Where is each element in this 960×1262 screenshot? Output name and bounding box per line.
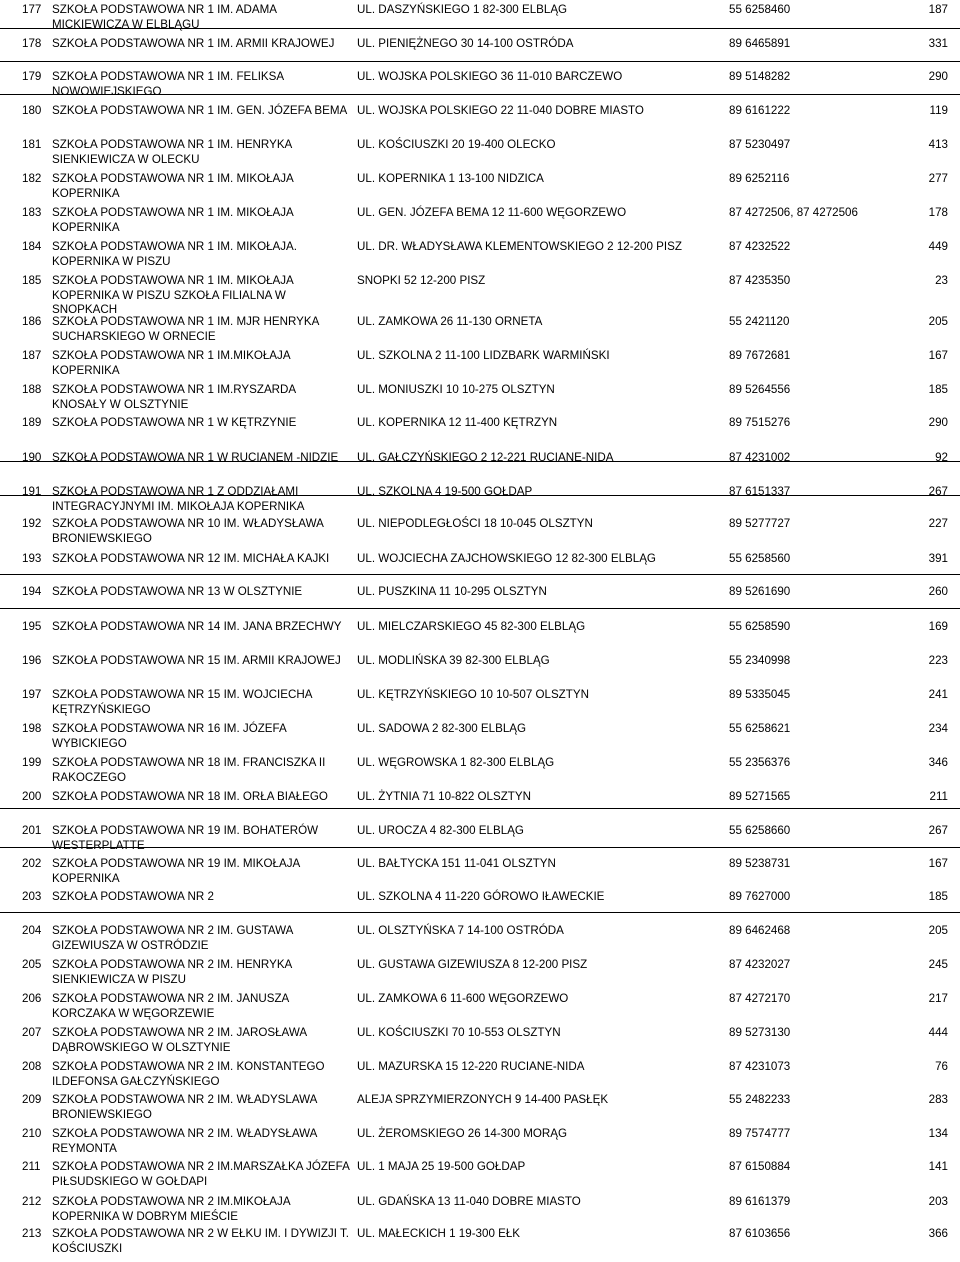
school-name: SZKOŁA PODSTAWOWA NR 14 IM. JANA BRZECHWY [52,620,342,633]
row-number: 190 [22,451,42,464]
school-name: SZKOŁA PODSTAWOWA NR 16 IM. JÓZEFA WYBICKIEGO [52,722,287,750]
school-phone: 89 7672681 [729,349,791,362]
student-count: 366 [928,1227,948,1240]
school-phone: 89 7627000 [729,890,791,903]
school-address: UL. PUSZKINA 11 10-295 OLSZTYN [357,585,547,598]
school-name: SZKOŁA PODSTAWOWA NR 19 IM. BOHATERÓW WESTERPLATTE [52,824,319,852]
school-address: UL. KOPERNIKA 1 13-100 NIDZICA [357,172,544,185]
school-address: UL. KĘTRZYŃSKIEGO 10 10-507 OLSZTYN [357,688,589,701]
school-name: SZKOŁA PODSTAWOWA NR 1 IM. MIKOŁAJA KOPERNIKA [52,172,294,200]
row-number: 202 [22,857,42,870]
student-count: 205 [928,924,948,937]
school-phone: 87 4232522 [729,240,791,253]
school-phone: 89 5261690 [729,585,791,598]
row-number: 198 [22,722,42,735]
school-phone: 89 6465891 [729,37,791,50]
row-number: 189 [22,416,42,429]
school-address: UL. DASZYŃSKIEGO 1 82-300 ELBLĄG [357,3,568,16]
row-number: 177 [22,3,42,16]
school-phone: 87 6150884 [729,1160,791,1173]
school-name: SZKOŁA PODSTAWOWA NR 1 IM.RYSZARDA KNOSAŁY W OLSZTYNIE [52,383,296,411]
student-count: 211 [929,790,948,803]
school-address: UL. OLSZTYŃSKA 7 14-100 OSTRÓDA [357,924,564,937]
school-address: UL. SZKOLNA 4 19-500 GOŁDAP [357,485,533,498]
row-number: 195 [22,620,42,633]
school-address: UL. GUSTAWA GIZEWIUSZA 8 12-200 PISZ [357,958,588,971]
school-address: UL. ZAMKOWA 6 11-600 WĘGORZEWO [357,992,569,1005]
student-count: 234 [928,722,948,735]
school-name: SZKOŁA PODSTAWOWA NR 15 IM. WOJCIECHA KĘTRZYŃSKIEGO [52,688,312,716]
row-number: 199 [22,756,42,769]
school-address: UL. SZKOLNA 4 11-220 GÓROWO IŁAWECKIE [357,890,605,903]
student-count: 92 [935,451,948,464]
school-address: UL. KOŚCIUSZKI 20 19-400 OLECKO [357,138,556,151]
school-phone: 55 6258590 [729,620,791,633]
school-address: UL. GEN. JÓZEFA BEMA 12 11-600 WĘGORZEWO [357,206,627,219]
school-name: SZKOŁA PODSTAWOWA NR 1 IM. ADAMA MICKIEWICZA W ELBLĄGU [52,3,277,31]
student-count: 444 [928,1026,948,1039]
row-number: 184 [22,240,42,253]
school-name: SZKOŁA PODSTAWOWA NR 1 Z ODDZIAŁAMI INTEGRACYJNYMI IM. MIKOŁAJA KOPERNIKA [52,485,305,513]
school-address: UL. 1 MAJA 25 19-500 GOŁDAP [357,1160,526,1173]
school-address: UL. WOJCIECHA ZAJCHOWSKIEGO 12 82-300 ELBLĄG [357,552,656,565]
school-name: SZKOŁA PODSTAWOWA NR 1 IM. FELIKSA NOWOWIEJSKIEGO [52,70,284,98]
school-address: UL. MODLIŃSKA 39 82-300 ELBLĄG [357,654,550,667]
row-number: 180 [22,104,42,117]
school-phone: 55 6258460 [729,3,791,16]
school-phone: 55 2356376 [729,756,791,769]
student-count: 227 [928,517,948,530]
school-name: SZKOŁA PODSTAWOWA NR 1 IM. HENRYKA SIENKIEWICZA W OLECKU [52,138,292,166]
row-number: 205 [22,958,42,971]
student-count: 169 [928,620,948,633]
school-address: UL. GAŁCZYŃSKIEGO 2 12-221 RUCIANE-NIDA [357,451,614,464]
school-phone: 89 5271565 [729,790,791,803]
row-number: 210 [22,1127,42,1140]
school-address: UL. PIENIĘŻNEGO 30 14-100 OSTRÓDA [357,37,574,50]
student-count: 223 [928,654,948,667]
school-phone: 87 4235350 [729,274,791,287]
school-address: UL. SADOWA 2 82-300 ELBLĄG [357,722,527,735]
school-address: UL. UROCZA 4 82-300 ELBLĄG [357,824,524,837]
student-count: 119 [929,104,948,117]
school-phone: 55 6258621 [729,722,791,735]
student-count: 245 [928,958,948,971]
school-name: SZKOŁA PODSTAWOWA NR 1 W RUCIANEM -NIDZIE [52,451,339,464]
student-count: 167 [928,349,948,362]
student-count: 391 [928,552,948,565]
student-count: 205 [928,315,948,328]
row-number: 207 [22,1026,42,1039]
school-phone: 89 5148282 [729,70,791,83]
school-phone: 89 6252116 [729,172,790,185]
school-address: UL. KOPERNIKA 12 11-400 KĘTRZYN [357,416,558,429]
school-name: SZKOŁA PODSTAWOWA NR 12 IM. MICHAŁA KAJKI [52,552,330,565]
school-name: SZKOŁA PODSTAWOWA NR 2 [52,890,214,903]
row-number: 209 [22,1093,42,1106]
row-divider [0,28,960,29]
row-number: 203 [22,890,42,903]
school-phone: 89 5273130 [729,1026,791,1039]
student-count: 134 [928,1127,948,1140]
school-phone: 55 2482233 [729,1093,791,1106]
student-count: 178 [928,206,948,219]
row-divider [0,94,960,95]
school-phone: 89 5238731 [729,857,791,870]
school-address: UL. ŻYTNIA 71 10-822 OLSZTYN [357,790,531,803]
school-phone: 87 5230497 [729,138,791,151]
row-divider [0,574,960,575]
student-count: 241 [928,688,948,701]
student-count: 185 [928,890,948,903]
school-name: SZKOŁA PODSTAWOWA NR 2 IM. WŁADYSŁAWA REYMONTA [52,1127,317,1155]
student-count: 449 [928,240,948,253]
row-number: 204 [22,924,42,937]
school-name: SZKOŁA PODSTAWOWA NR 1 W KĘTRZYNIE [52,416,297,429]
school-phone: 87 4272506, 87 4272506 [729,206,858,219]
row-number: 193 [22,552,42,565]
row-number: 186 [22,315,42,328]
student-count: 23 [935,274,948,287]
school-address: UL. MAŁECKICH 1 19-300 EŁK [357,1227,521,1240]
school-phone: 89 7515276 [729,416,791,429]
student-count: 185 [928,383,948,396]
school-phone: 55 2340998 [729,654,791,667]
row-divider [0,847,960,848]
school-phone: 89 5264556 [729,383,791,396]
row-number: 206 [22,992,42,1005]
row-divider [0,608,960,609]
school-name: SZKOŁA PODSTAWOWA NR 2 IM. HENRYKA SIENKIEWICZA W PISZU [52,958,292,986]
school-phone: 87 4231073 [729,1060,791,1073]
school-phone: 87 4232027 [729,958,791,971]
student-count: 413 [928,138,948,151]
row-number: 200 [22,790,42,803]
school-address: UL. WĘGROWSKA 1 82-300 ELBLĄG [357,756,555,769]
school-name: SZKOŁA PODSTAWOWA NR 13 W OLSZTYNIE [52,585,303,598]
school-address: UL. NIEPODLEGŁOŚCI 18 10-045 OLSZTYN [357,517,593,530]
student-count: 167 [928,857,948,870]
row-number: 197 [22,688,42,701]
school-name: SZKOŁA PODSTAWOWA NR 1 IM. ARMII KRAJOWEJ [52,37,335,50]
row-divider [0,495,960,496]
student-count: 283 [928,1093,948,1106]
school-phone: 55 2421120 [729,315,790,328]
school-address: UL. WOJSKA POLSKIEGO 22 11-040 DOBRE MIASTO [357,104,644,117]
student-count: 187 [928,3,948,16]
row-number: 178 [22,37,42,50]
student-count: 76 [935,1060,948,1073]
school-name: SZKOŁA PODSTAWOWA NR 2 IM. KONSTANTEGO ILDEFONSA GAŁCZYŃSKIEGO [52,1060,325,1088]
row-divider [0,61,960,62]
school-address: UL. MAZURSKA 15 12-220 RUCIANE-NIDA [357,1060,585,1073]
row-number: 194 [22,585,42,598]
school-phone: 89 5277727 [729,517,791,530]
row-divider [0,461,960,462]
school-name: SZKOŁA PODSTAWOWA NR 1 IM. MJR HENRYKA SUCHARSKIEGO W ORNECIE [52,315,319,343]
school-name: SZKOŁA PODSTAWOWA NR 15 IM. ARMII KRAJOWEJ [52,654,341,667]
student-count: 346 [928,756,948,769]
row-number: 196 [22,654,42,667]
school-name: SZKOŁA PODSTAWOWA NR 2 IM.MARSZAŁKA JÓZEFA PIŁSUDSKIEGO W GOŁDAPI [52,1160,350,1188]
school-phone: 89 7574777 [729,1127,791,1140]
row-number: 185 [22,274,42,287]
school-name: SZKOŁA PODSTAWOWA NR 2 IM.MIKOŁAJA KOPERNIKA W DOBRYM MIEŚCIE [52,1195,290,1223]
student-count: 203 [928,1195,948,1208]
school-name: SZKOŁA PODSTAWOWA NR 18 IM. FRANCISZKA II RAKOCZEGO [52,756,326,784]
school-name: SZKOŁA PODSTAWOWA NR 1 IM. MIKOŁAJA KOPERNIKA [52,206,294,234]
row-number: 182 [22,172,42,185]
school-phone: 89 6161379 [729,1195,791,1208]
school-name: SZKOŁA PODSTAWOWA NR 2 IM. WŁADYSLAWA BRONIEWSKIEGO [52,1093,317,1121]
row-number: 213 [22,1227,42,1240]
student-count: 331 [928,37,948,50]
student-count: 217 [928,992,948,1005]
school-address: ALEJA SPRZYMIERZONYCH 9 14-400 PASŁĘK [357,1093,609,1106]
student-count: 290 [928,70,948,83]
school-address: UL. BAŁTYCKA 151 11-041 OLSZTYN [357,857,556,870]
school-name: SZKOŁA PODSTAWOWA NR 2 W EŁKU IM. I DYWIZJI T. KOŚCIUSZKI [52,1227,349,1255]
row-number: 191 [22,485,42,498]
school-address: UL. ŻEROMSKIEGO 26 14-300 MORĄG [357,1127,568,1140]
school-name: SZKOŁA PODSTAWOWA NR 1 IM. MIKOŁAJA KOPERNIKA W PISZU SZKOŁA FILIALNA W SNOPKACH [52,274,294,317]
student-count: 290 [928,416,948,429]
school-address: UL. GDAŃSKA 13 11-040 DOBRE MIASTO [357,1195,581,1208]
row-number: 183 [22,206,42,219]
school-name: SZKOŁA PODSTAWOWA NR 10 IM. WŁADYSŁAWA BRONIEWSKIEGO [52,517,324,545]
school-name: SZKOŁA PODSTAWOWA NR 18 IM. ORŁA BIAŁEGO [52,790,328,803]
row-number: 179 [22,70,42,83]
school-name: SZKOŁA PODSTAWOWA NR 1 IM.MIKOŁAJA KOPERNIKA [52,349,290,377]
school-phone: 89 5335045 [729,688,791,701]
school-phone: 87 6151337 [729,485,791,498]
row-number: 211 [22,1160,41,1173]
student-count: 260 [928,585,948,598]
row-number: 181 [22,138,42,151]
school-phone: 55 6258560 [729,552,791,565]
row-number: 212 [22,1195,42,1208]
school-name: SZKOŁA PODSTAWOWA NR 19 IM. MIKOŁAJA KOPERNIKA [52,857,300,885]
school-phone: 87 4231002 [729,451,791,464]
row-divider [0,912,960,913]
school-address: UL. SZKOLNA 2 11-100 LIDZBARK WARMIŃSKI [357,349,610,362]
school-phone: 89 6462468 [729,924,791,937]
school-address: UL. ZAMKOWA 26 11-130 ORNETA [357,315,543,328]
school-phone: 89 6161222 [729,104,791,117]
student-count: 141 [928,1160,948,1173]
student-count: 267 [928,824,948,837]
row-number: 187 [22,349,42,362]
school-phone: 87 6103656 [729,1227,791,1240]
row-number: 188 [22,383,42,396]
row-number: 192 [22,517,42,530]
school-address: UL. KOŚCIUSZKI 70 10-553 OLSZTYN [357,1026,561,1039]
school-name: SZKOŁA PODSTAWOWA NR 1 IM. GEN. JÓZEFA BEMA [52,104,348,117]
school-name: SZKOŁA PODSTAWOWA NR 1 IM. MIKOŁAJA. KOPERNIKA W PISZU [52,240,298,268]
school-address: SNOPKI 52 12-200 PISZ [357,274,486,287]
school-address: UL. DR. WŁADYSŁAWA KLEMENTOWSKIEGO 2 12-200 PISZ [357,240,682,253]
school-address: UL. MONIUSZKI 10 10-275 OLSZTYN [357,383,555,396]
student-count: 277 [928,172,948,185]
school-name: SZKOŁA PODSTAWOWA NR 2 IM. GUSTAWA GIZEWIUSZA W OSTRÓDZIE [52,924,293,952]
school-name: SZKOŁA PODSTAWOWA NR 2 IM. JANUSZA KORCZAKA W WĘGORZEWIE [52,992,289,1020]
school-address: UL. MIELCZARSKIEGO 45 82-300 ELBLĄG [357,620,586,633]
school-phone: 87 4272170 [729,992,791,1005]
row-number: 201 [22,824,42,837]
school-address: UL. WOJSKA POLSKIEGO 36 11-010 BARCZEWO [357,70,623,83]
school-name: SZKOŁA PODSTAWOWA NR 2 IM. JAROSŁAWA DĄBROWSKIEGO W OLSZTYNIE [52,1026,307,1054]
row-number: 208 [22,1060,42,1073]
row-divider [0,808,960,809]
school-phone: 55 6258660 [729,824,791,837]
student-count: 267 [928,485,948,498]
